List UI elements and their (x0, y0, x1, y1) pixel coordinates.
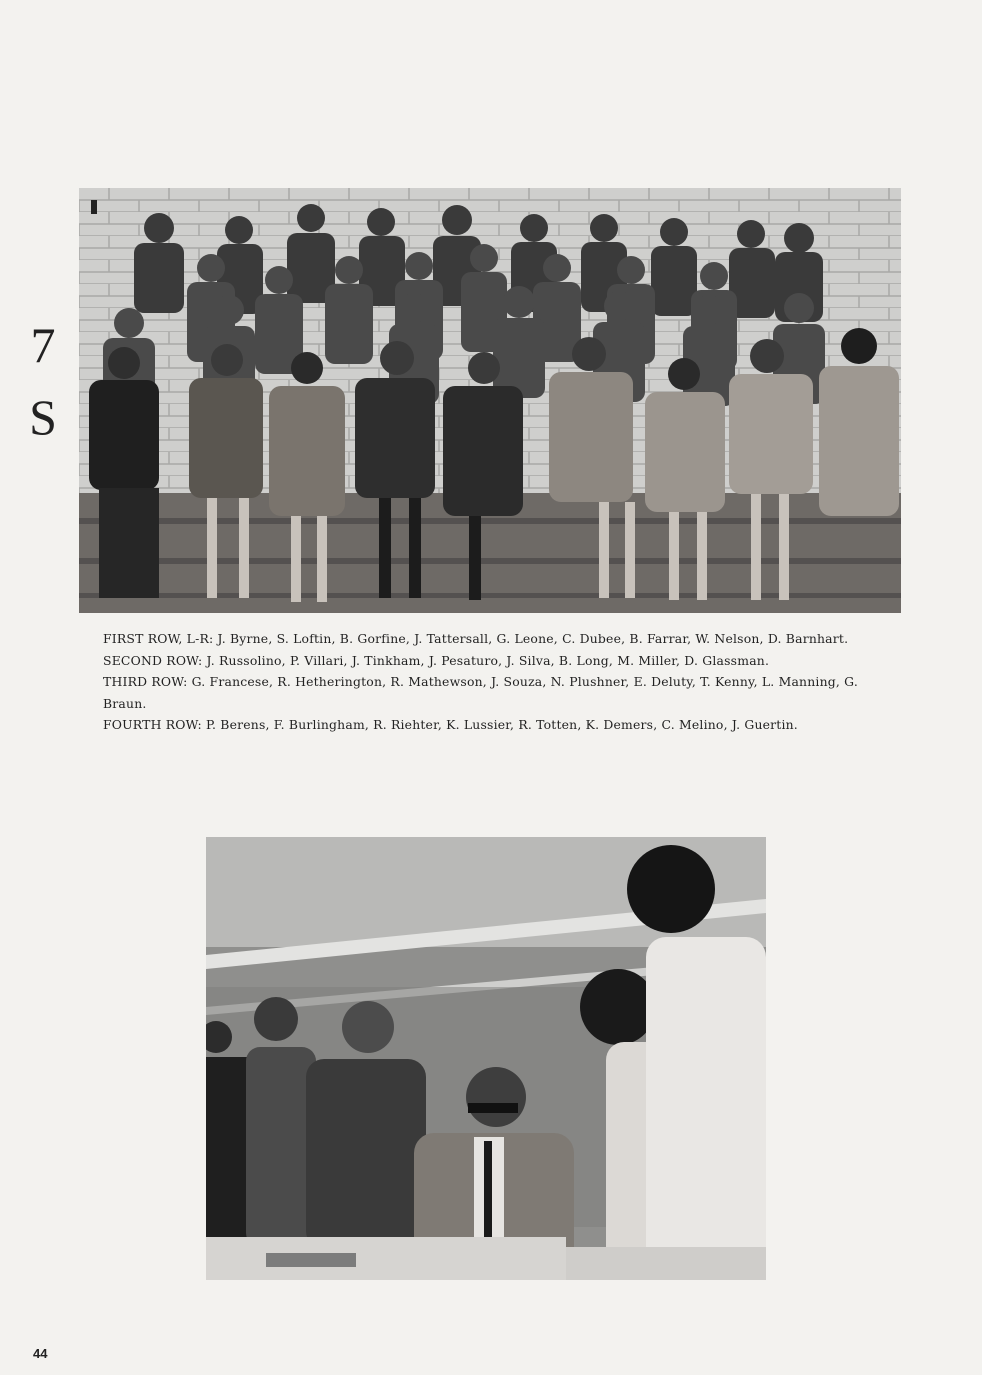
caption-first-row: FIRST ROW, L-R: J. Byrne, S. Loftin, B. Gorfine, J. Tattersall, G. Leone, C. Dubee, B. Farrar, W. Nelson, D. Barnhart. (103, 631, 849, 646)
section-letter: S (29, 389, 57, 445)
page-number: 44 (33, 1346, 48, 1361)
caption-third-row: THIRD ROW: G. Francese, R. Hetherington, R. Mathewson, J. Souza, N. Plushner, E. Deluty, T. Kenny, L. Manning, G. Braun. (103, 674, 858, 711)
section-number: 7 (30, 317, 56, 373)
class-group-photo (79, 188, 901, 613)
caption-fourth-row: FOURTH ROW: P. Berens, F. Burlingham, R. Riehter, K. Lussier, R. Totten, K. Demers, C. Melino, J. Guertin. (103, 717, 798, 733)
photo-caption (103, 628, 893, 736)
candid-classroom-photo (206, 837, 766, 1280)
caption-second-row: SECOND ROW: J. Russolino, P. Villari, J. Tinkham, J. Pesaturo, J. Silva, B. Long, M. Miller, D. Glassman. (103, 652, 770, 668)
